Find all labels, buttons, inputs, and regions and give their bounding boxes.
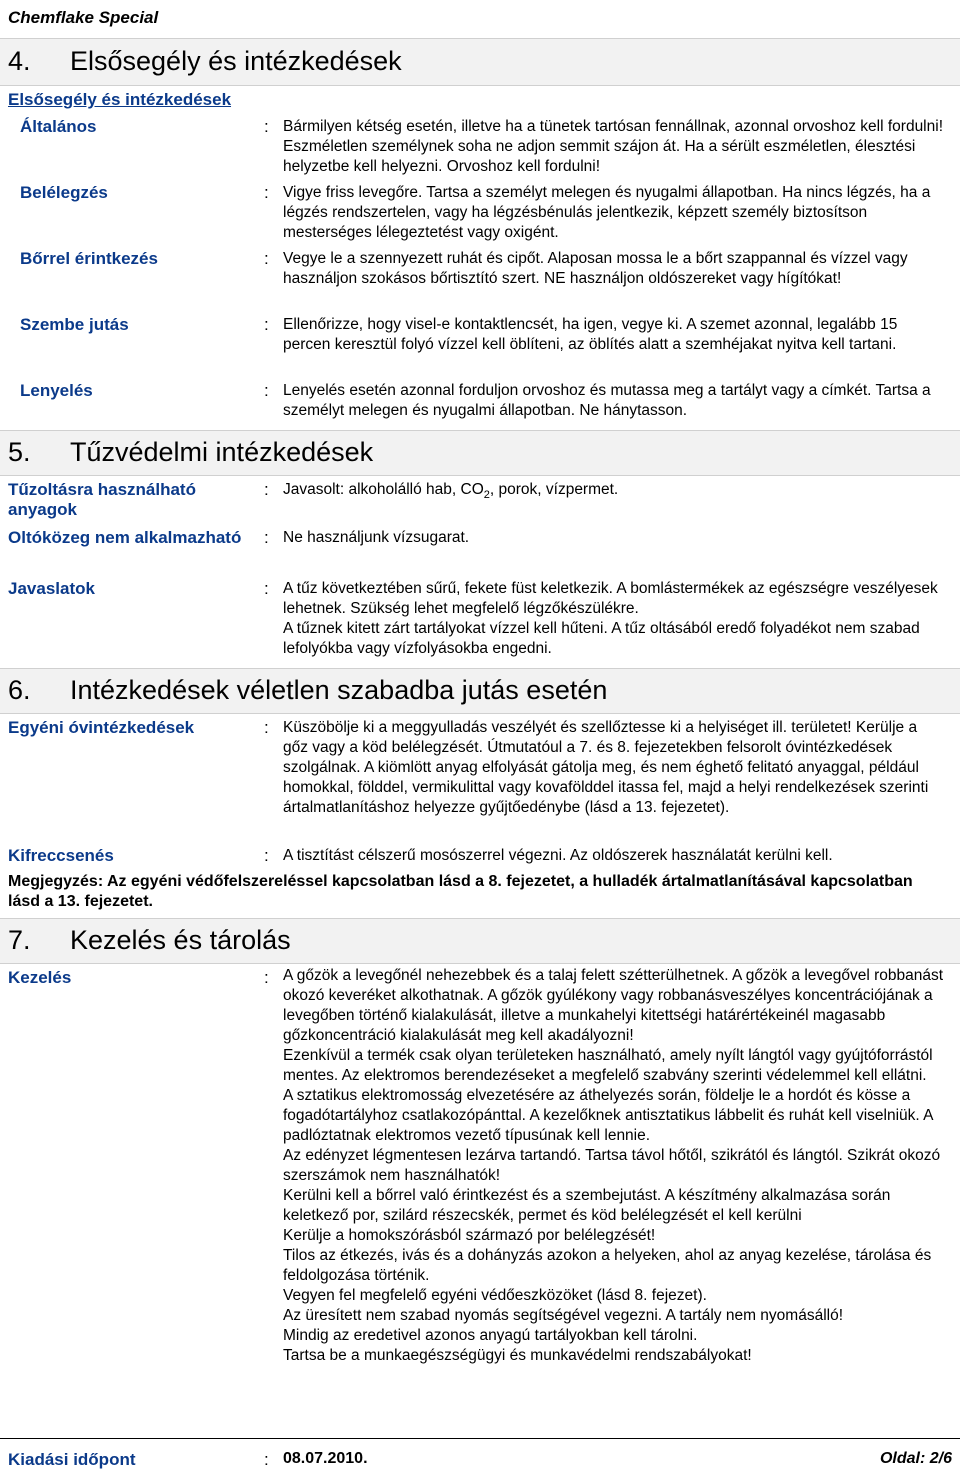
label-oltokozeg-nem: Oltóközeg nem alkalmazható	[8, 528, 242, 547]
colon: :	[264, 315, 269, 334]
value-egyeni-ovintezkedesek: Küszöbölje ki a meggyulladás veszélyét és szellőztesse ki a helyiséget ill. területet! Kerülje a gőz vagy a köd belélegzését. Útmutatóul a 7. és 8. fejezetekben felsorolt óvintézkedések szolgálnak. A kiömlött anyag elfolyását gátolja meg, és nem éghető felitató anyaggal, például homokkal, földdel, vermikulittal vagy kovafölddel itassa fel, majd a helyi rendelkezések szerinti ártalmatlanításhoz helyezze gyűjtőedénybe (lásd a 13. fejezetet).	[283, 719, 929, 816]
value-borrel-erintkezes: Vegye le a szennyezett ruhát és cipőt. Alaposan mossa le a bőrt szappannal és vízzel vagy használjon szokásos bőrtisztító szert. NE használjon oldószereket vagy hígítókat!	[283, 250, 908, 287]
kezeles-paragraph: Az üresített nem szabad nyomás segítségével vegezni. A tartály nem nyomásálló!	[283, 1307, 844, 1324]
value-tuzoltasra-a: Javasolt: alkoholálló hab, CO	[283, 481, 484, 498]
value-szembe-jutas: Ellenőrizze, hogy visel-e kontaktlencsét, ha igen, vegye ki. A szemet azonnal, legalább 15 percen keresztül folyó vízzel kell öblíteni, az öblítés alatt a szemhéjakat nyitva kell tartani.	[283, 316, 898, 353]
kezeles-paragraph: Ezenkívül a termék csak olyan területeken használható, amely nyílt lángtól vagy gyújtóforrástól mentes. Az elektromos berendezéseket a megfelelő szabvány szerinti védelemmel kell ellátni.	[283, 1047, 933, 1084]
kezeles-paragraph: Kerülni kell a bőrrel való érintkezést és a szembejutást. A készítmény alkalmazása során keletkező por, szilárd részecskék, permet és köd belélegzését el kell kerülni	[283, 1187, 891, 1224]
section-5-number: 5.	[8, 437, 31, 467]
section-5-title-text: Tűzvédelmi intézkedések	[70, 437, 374, 467]
value-javaslatok-p1: A tűz következtében sűrű, fekete füst keletkezik. A bomlástermékek az egészségre veszélyesek lehetnek. Szükség lehet megfelelő légzőkészülékre.	[283, 580, 938, 617]
label-kifreccsenes: Kifreccsenés	[8, 846, 114, 865]
label-kezeles: Kezelés	[8, 968, 72, 987]
colon: :	[264, 579, 269, 598]
value-kezeles	[283, 966, 945, 1366]
footer-issue-date: 08.07.2010.	[283, 1450, 368, 1467]
value-belelegzes: Vigye friss levegőre. Tartsa a személyt melegen és nyugalmi állapotban. Ha nincs légzés, ha a légzés rendszertelen, vagy ha légzésbénulás jelentkezik, képzett személy biztosítson mesterséges lélegeztetést vagy oxigént.	[283, 184, 931, 241]
label-tuzoltasra: Tűzoltásra használható anyagok	[8, 480, 196, 519]
kezeles-paragraph: Kerülje a homokszórásból származó por belélegzését!	[283, 1227, 656, 1244]
footer-issue-label: Kiadási időpont	[8, 1450, 136, 1469]
label-lenyeles: Lenyelés	[20, 381, 93, 400]
kezeles-paragraph: Vegyen fel megfelelő egyéni védőeszközöket (lásd 8. fejezet).	[283, 1287, 707, 1304]
kezeles-paragraph: Tartsa be a munkaegészségügyi és munkavédelmi rendszabályokat!	[283, 1347, 752, 1364]
label-javaslatok: Javaslatok	[8, 579, 95, 598]
section-7-title-text: Kezelés és tárolás	[70, 925, 291, 955]
colon: :	[264, 480, 269, 499]
section-4-title-text: Elsősegély és intézkedések	[70, 46, 402, 76]
colon: :	[264, 183, 269, 202]
label-szembe-jutas: Szembe jutás	[20, 315, 129, 334]
section-6-title-text: Intézkedések véletlen szabadba jutás esetén	[70, 675, 608, 705]
footer-page-value: 2/6	[929, 1450, 952, 1467]
product-name: Chemflake Special	[8, 8, 159, 27]
label-belelegzes: Belélegzés	[20, 183, 108, 202]
kezeles-paragraph: A sztatikus elektromosság elvezetésére az áthelyezés során, földelje le a hordót és kösse a fogadótartályhoz csatlakozópánttal. A kezelőknek antisztatikus lábbelit és ruhát kell viselniük. A padlóztatnak elektromos vezető típusúnak kell lennie.	[283, 1087, 933, 1144]
colon: :	[264, 718, 269, 737]
label-borrel-erintkezes: Bőrrel érintkezés	[20, 249, 158, 268]
colon: :	[264, 846, 269, 865]
value-javaslatok	[283, 579, 945, 659]
footer-divider	[0, 1438, 960, 1439]
section-7-number: 7.	[8, 925, 31, 955]
value-tuzoltasra-b: , porok, vízpermet.	[489, 481, 619, 498]
value-altalanos: Bármilyen kétség esetén, illetve ha a tünetek tartósan fennállnak, azonnal orvoshoz kell fordulni! Eszméletlen személynek soha ne adjon semmit szájon át. Ha a sérült eszméletlen, élesztési helyzetbe kell helyezni. Orvoshoz kell fordulni!	[283, 118, 943, 175]
value-tuzoltasra	[283, 480, 945, 505]
colon: :	[264, 381, 269, 400]
document-header	[0, 0, 960, 36]
section-5-title	[8, 437, 373, 468]
colon: :	[264, 249, 269, 268]
section-6-note: Megjegyzés: Az egyéni védőfelszereléssel kapcsolatban lásd a 8. fejezetet, a hulladék ártalmatlanításával kapcsolatban lásd a 13. fejezetet.	[8, 873, 913, 910]
footer-page-label: Oldal:	[879, 1450, 926, 1467]
section-7-title	[8, 925, 291, 956]
section-6-title	[8, 675, 607, 706]
colon: :	[264, 968, 269, 987]
value-tuzoltasra-sub: 2	[483, 489, 490, 502]
value-javaslatok-p2: A tűznek kitett zárt tartályokat vízzel kell hűteni. A tűz oltásából eredő folyadékot nem szabad lefolyókba vagy vízfolyásokba engedni.	[283, 620, 920, 657]
colon: :	[264, 528, 269, 547]
kezeles-paragraph: Mindig az eredetivel azonos anyagú tartályokban kell tárolni.	[283, 1327, 698, 1344]
colon: :	[264, 1450, 269, 1469]
section-4-subtitle: Elsősegély és intézkedések	[8, 90, 232, 109]
footer-page-number	[880, 1450, 952, 1468]
value-oltokozeg-nem: Ne használjunk vízsugarat.	[283, 529, 470, 546]
value-lenyeles: Lenyelés esetén azonnal forduljon orvoshoz és mutassa meg a tartályt vagy a címkét. Tartsa a személyt melegen és nyugalmi állapotban. Ne hánytasson.	[283, 382, 931, 419]
label-altalanos: Általános	[20, 117, 97, 136]
kezeles-paragraph: Tilos az étkezés, ivás és a dohányzás azokon a helyeken, ahol az anyag kezelése, tárolása és feldolgozása történik.	[283, 1247, 932, 1284]
kezeles-paragraph: Az edényzet légmentesen lezárva tartandó. Tartsa távol hőtől, szikrától és lángtól. Szikrát okozó szerszámok nem használhatók!	[283, 1147, 941, 1184]
value-kifreccsenes: A tisztítást célszerű mosószerrel végezni. Az oldószerek használatát kerülni kell.	[283, 847, 833, 864]
kezeles-paragraph: A gőzök a levegőnél nehezebbek és a talaj felett szétterülhetnek. A gőzök a levegővel robbanást okozó keveréket alkothatnak. A gőzök gyúlékony vagy robbanásveszélyes koncentrációjának a levegőben történő kialakulását, illetve a munkahelyi kitettségi határértékeinél magasabb gőzkoncentráció kialakulását meg kell akadályozni!	[283, 967, 944, 1044]
label-egyeni-ovintezkedesek: Egyéni óvintézkedések	[8, 718, 195, 737]
colon: :	[264, 117, 269, 136]
section-4-number: 4.	[8, 46, 31, 76]
section-4-title	[8, 46, 402, 77]
section-6-number: 6.	[8, 675, 31, 705]
